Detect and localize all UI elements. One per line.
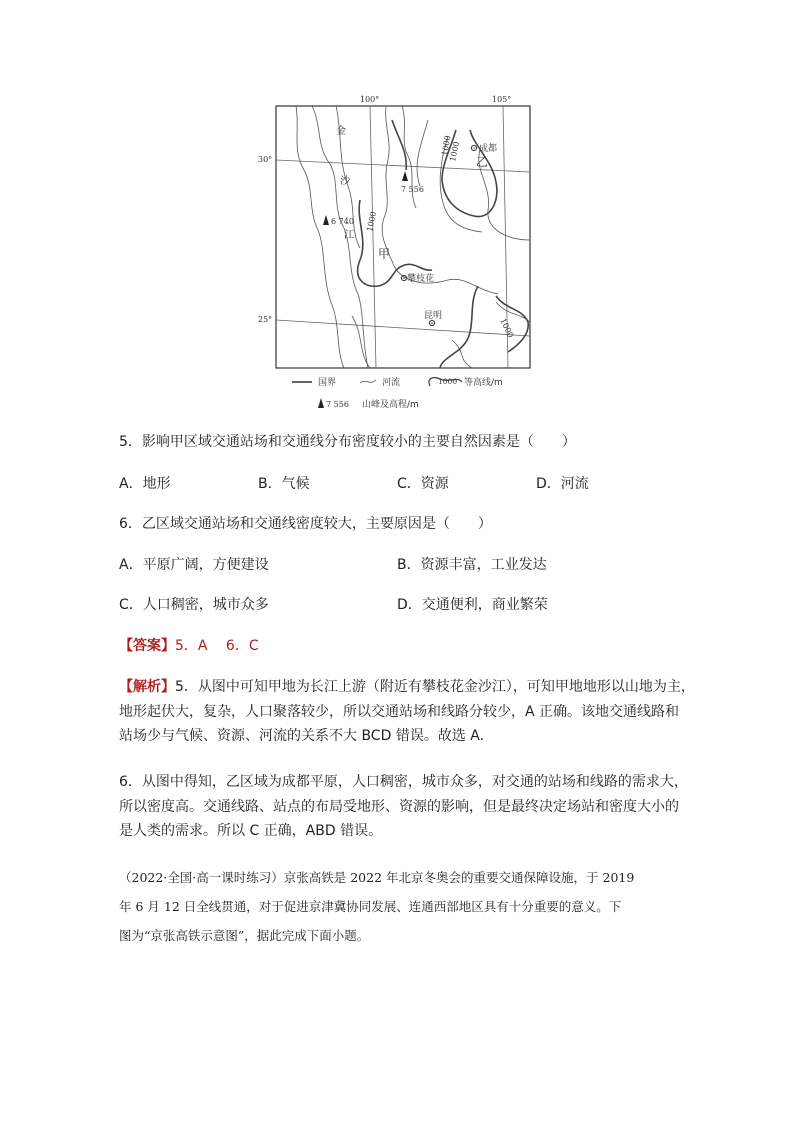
analysis-q6-line1: 6．从图中得知，乙区域为成都平原，人口稠密，城市众多，对交通的站场和线路的需求大， — [119, 774, 688, 790]
q5-option-b: B．气候 — [258, 476, 310, 492]
q6-option-c: C．人口稠密，城市众多 — [119, 597, 269, 613]
q6-option-b: B．资源丰富，工业发达 — [397, 557, 547, 573]
lon-100-label: 100° — [360, 95, 380, 104]
legend-peak-value: 7 556 — [326, 400, 349, 409]
analysis-q5-line2: 地形起伏大，复杂，人口聚落较少，所以交通站场和线路分较少，A 正确。该地交通线路和 — [119, 703, 680, 720]
panzhihua-marker-dot — [403, 277, 405, 279]
legend-peak-label: 山峰及高程/m — [362, 400, 419, 410]
peak-7556-label: 7 556 — [401, 185, 424, 194]
contour-label-c: 1000 — [498, 316, 516, 340]
contour-label-d: 1000 — [440, 134, 453, 157]
river-jiang-label: 江 — [344, 230, 354, 241]
question-6: 6．乙区域交通站场和交通线密度较大，主要原因是（ ） — [119, 516, 492, 532]
peak-7556-icon — [402, 171, 408, 181]
contour-label-b: 1000 — [365, 210, 379, 233]
question-5: 5．影响甲区域交通站场和交通线分布密度较小的主要自然因素是（ ） — [119, 434, 576, 450]
answer-label: 【答案】 — [119, 638, 175, 654]
map-legend — [292, 376, 503, 410]
analysis-q6-line2: 所以密度高。交通线路、站点的布局受地形、资源的影响，但是最终决定场站和密度大小的 — [119, 798, 679, 815]
legend-river-label: 河流 — [382, 378, 401, 388]
answer-value: 5．A 6．C — [175, 638, 259, 654]
q5-option-a: A．地形 — [119, 476, 171, 492]
map-svg — [252, 90, 552, 420]
lat-25-label: 25° — [258, 315, 273, 324]
river-sha-label: 沙 — [340, 176, 350, 187]
legend-peak-icon — [318, 398, 324, 408]
analysis-label: 【解析】 — [119, 679, 175, 695]
chengdu-marker-dot — [473, 147, 475, 149]
city-panzhihua-label: 攀枝花 — [407, 274, 435, 284]
map-figure — [252, 90, 552, 420]
q5-option-d: D．河流 — [536, 476, 589, 492]
lat-30-label: 30° — [258, 155, 273, 164]
region-yi-label: 乙 — [476, 155, 489, 169]
analysis-q6-line3: 是人类的需求。所以 C 正确，ABD 错误。 — [119, 823, 383, 839]
answer-line — [119, 636, 259, 656]
analysis-q5-line3: 站场少与气候、资源、河流的关系不大 BCD 错误。故选 A. — [119, 728, 485, 744]
kunming-marker-dot — [431, 322, 433, 324]
peak-6740-label: 6 740 — [331, 217, 354, 226]
lon-105-label: 105° — [492, 95, 512, 104]
analysis-q5 — [119, 675, 695, 749]
analysis-q5-line1: 5．从图中可知甲地为长江上游（附近有攀枝花金沙江），可知甲地地形以山地为主， — [175, 679, 695, 695]
peak-6740-icon — [323, 215, 329, 225]
next-intro-line3: 图为“京张高铁示意图”，据此完成下面小题。 — [119, 928, 370, 943]
longitude-100-line — [370, 106, 376, 368]
q6-option-a: A．平原广阔，方便建设 — [119, 557, 269, 573]
contour-label-a: 1000 — [448, 140, 462, 163]
q5-option-c: C．资源 — [397, 476, 449, 492]
legend-river-symbol — [360, 380, 376, 383]
city-kunming-label: 昆明 — [424, 311, 443, 321]
q6-option-d: D．交通便利，商业繁荣 — [397, 597, 548, 613]
legend-contour-label: 等高线/m — [464, 378, 503, 388]
river-jin-label: 金 — [336, 126, 346, 137]
legend-contour-value: 1000 — [438, 377, 458, 386]
city-chengdu-label: 成都 — [479, 144, 498, 154]
region-jia-label: 甲 — [378, 247, 391, 261]
next-intro-line2: 年 6 月 12 日全线贯通，对于促进京津冀协同发展、连通西部地区具有十分重要的意义。下 — [119, 899, 622, 914]
latitude-25-line — [276, 320, 530, 336]
analysis-q6 — [119, 770, 688, 844]
legend-border-label: 国界 — [318, 378, 337, 388]
next-intro-line1: （2022·全国·高一课时练习）京张高铁是 2022 年北京冬奥会的重要交通保障设施，于 2019 — [119, 870, 635, 885]
